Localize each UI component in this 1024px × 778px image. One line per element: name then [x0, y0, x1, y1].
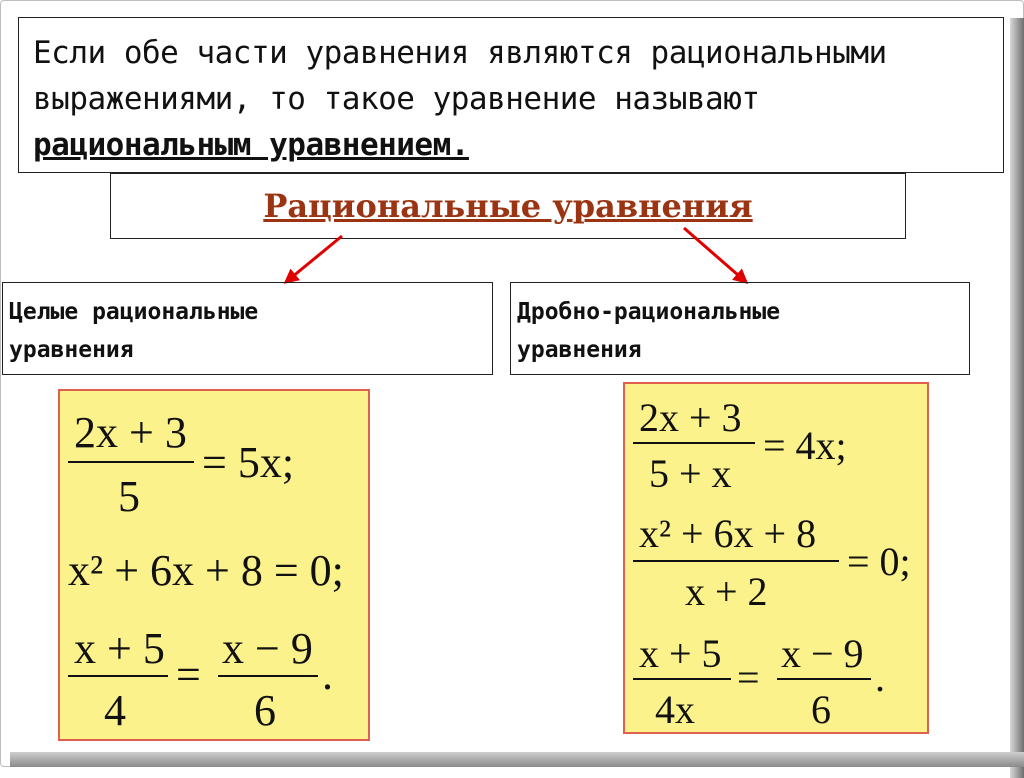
eq-frac-3-right-numerator: x − 9 — [781, 631, 864, 676]
eq-frac-2-denominator: x + 2 — [685, 569, 768, 614]
eq-whole-2: x² + 6x + 8 = 0; — [68, 546, 344, 595]
eq-frac-2-numerator: x² + 6x + 8 — [639, 511, 817, 556]
definition-line-2: выражениями, то такое уравнение называют — [33, 81, 760, 117]
eq-whole-3-left-bar — [68, 675, 168, 677]
category-fractional-line-1: Дробно-рациональные — [517, 299, 781, 325]
eq-frac-3-left-denominator: 4x — [655, 687, 695, 732]
definition-term: рациональным уравнением. — [33, 127, 469, 163]
definition-line-1: Если обе части уравнения являются рациональными — [33, 35, 887, 71]
eq-frac-3-left-numerator: x + 5 — [639, 631, 722, 676]
eq-whole-3-right-denominator: 6 — [254, 686, 276, 735]
eq-whole-3-right-bar — [218, 675, 318, 677]
page-title: Рациональные уравнения — [263, 187, 753, 225]
eq-frac-1-fraction-bar — [633, 442, 755, 444]
category-whole-line-2: уравнения — [9, 337, 134, 363]
eq-whole-3-end: . — [322, 650, 333, 699]
eq-whole-3-right-numerator: x − 9 — [222, 624, 313, 673]
category-whole-line-1: Целые рациональные — [9, 299, 259, 325]
eq-frac-3-right-denominator: 6 — [811, 687, 831, 732]
eq-whole-3-left-numerator: x + 5 — [74, 624, 165, 673]
eq-frac-3-end: . — [875, 655, 885, 700]
whole-equations-box — [58, 389, 370, 741]
eq-whole-1-fraction-bar — [68, 461, 194, 463]
category-fractional-line-2: уравнения — [517, 337, 642, 363]
eq-whole-1-numerator: 2x + 3 — [74, 408, 187, 457]
eq-whole-1-denominator: 5 — [118, 472, 140, 521]
eq-whole-3-left-denominator: 4 — [104, 686, 126, 735]
eq-frac-1-numerator: 2x + 3 — [639, 395, 742, 440]
category-whole — [2, 282, 493, 375]
fractional-equations-box — [623, 382, 929, 734]
eq-frac-2-fraction-bar — [633, 560, 839, 562]
eq-whole-3-equals: = — [176, 650, 201, 699]
eq-frac-3-right-bar — [777, 678, 871, 680]
arrow-left-icon — [286, 236, 342, 282]
arrow-right-icon — [684, 228, 746, 282]
eq-frac-3-equals: = — [737, 655, 760, 700]
eq-frac-1-rhs: = 4x; — [763, 423, 847, 468]
category-fractional — [510, 282, 970, 375]
eq-frac-3-left-bar — [633, 678, 731, 680]
eq-whole-1-rhs: = 5x; — [202, 438, 295, 487]
eq-frac-2-rhs: = 0; — [847, 539, 911, 584]
eq-frac-1-denominator: 5 + x — [649, 451, 732, 496]
